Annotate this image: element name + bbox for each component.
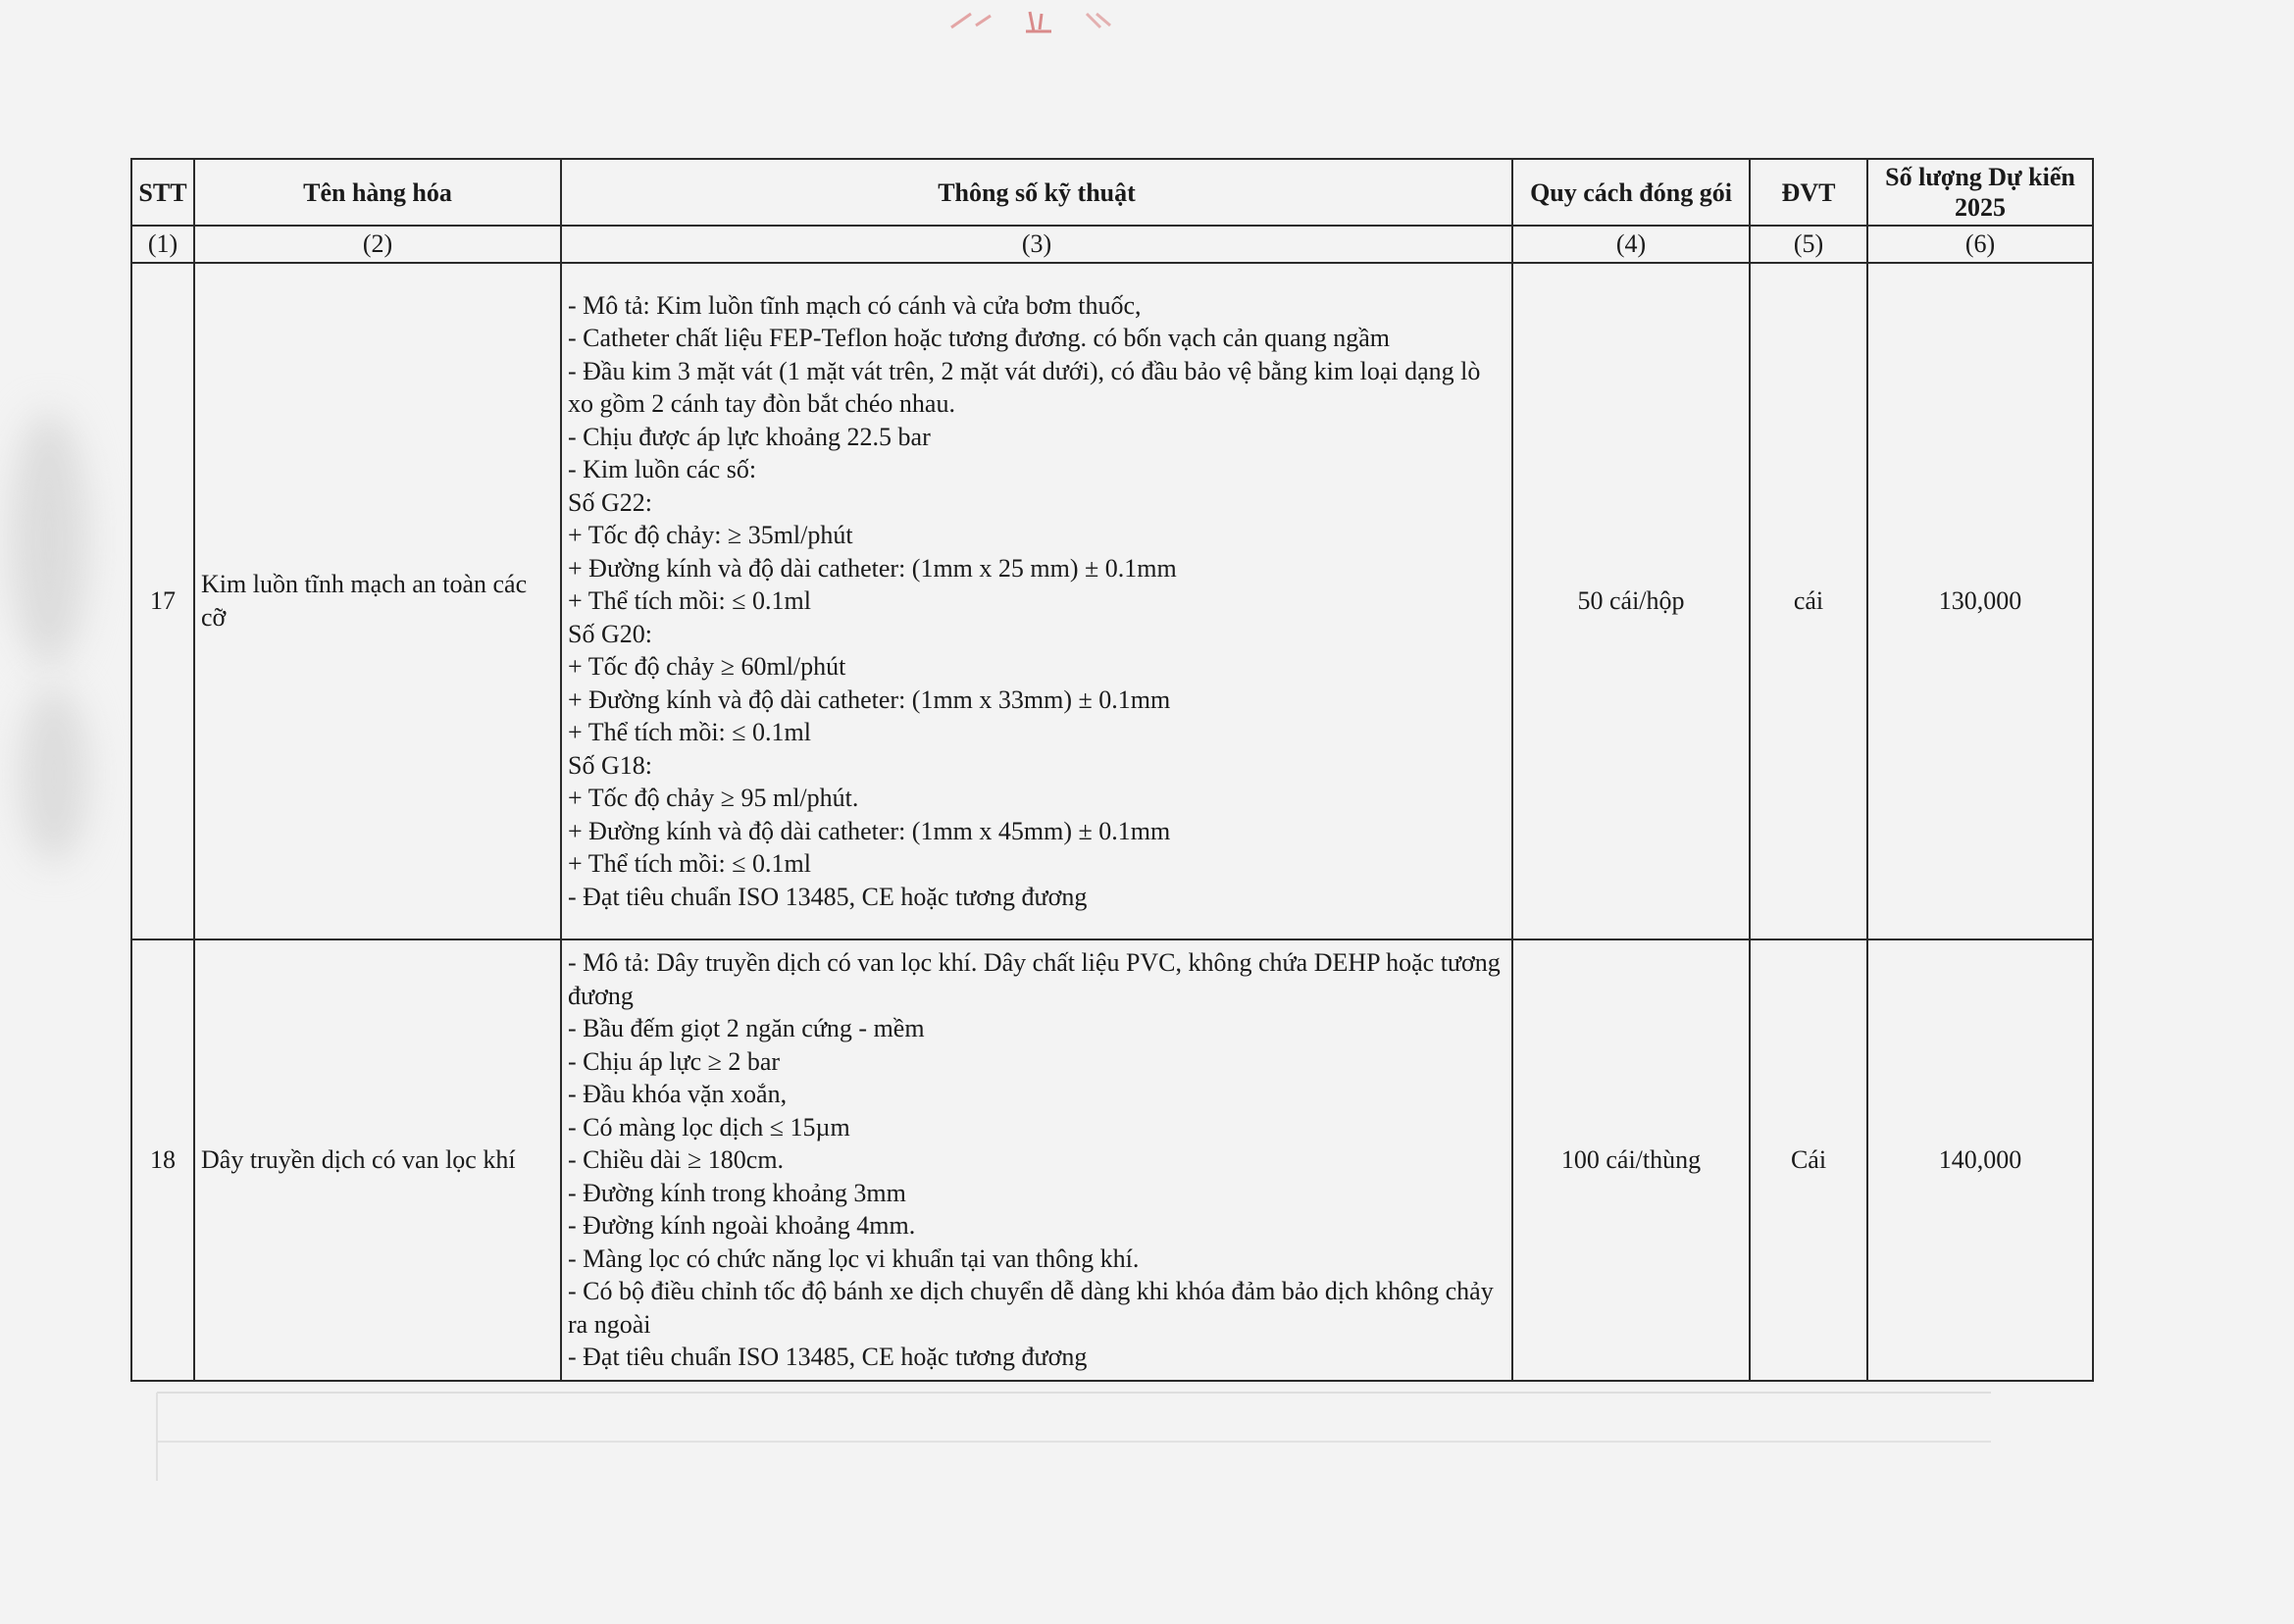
spec-line: + Đường kính và độ dài catheter: (1mm x 45mm) ± 0.1mm xyxy=(568,816,1171,845)
spec-line: - Đầu khóa vặn xoắn, xyxy=(568,1080,788,1109)
spec-line: - Chiều dài ≥ 180cm. xyxy=(568,1145,785,1175)
row-unit: Cái xyxy=(1750,939,1867,1381)
spec-line: - Đạt tiêu chuẩn ISO 13485, CE hoặc tương đương xyxy=(568,1343,1088,1372)
spec-line: - Catheter chất liệu FEP-Teflon hoặc tương đương. có bốn vạch cản quang ngầm xyxy=(568,324,1390,353)
table-row xyxy=(131,263,2093,939)
row-packing: 50 cái/hộp xyxy=(1512,263,1750,939)
spec-line: - Đầu kim 3 mặt vát (1 mặt vát trên, 2 mặt vát dưới), có đầu bảo vệ bằng kim loại dạng lò xo gồm 2 cánh tay đòn bắt chéo nhau. xyxy=(568,356,1481,419)
column-number: (5) xyxy=(1750,226,1867,263)
spec-line: - Kim luồn các số: xyxy=(568,455,757,484)
spec-line: + Tốc độ chảy ≥ 60ml/phút xyxy=(568,652,846,682)
bleed-through-lines xyxy=(147,1373,2011,1491)
column-number-row xyxy=(131,226,2093,263)
spec-line: Số G18: xyxy=(568,750,652,780)
header-packing: Quy cách đóng gói xyxy=(1512,159,1750,226)
header-name: Tên hàng hóa xyxy=(194,159,561,226)
row-qty: 140,000 xyxy=(1867,939,2093,1381)
row-spec xyxy=(561,263,1512,939)
header-qty-line2: 2025 xyxy=(1955,193,2006,222)
header-qty xyxy=(1867,159,2093,226)
row-item-name: Dây truyền dịch có van lọc khí xyxy=(194,939,561,1381)
table-header-row xyxy=(131,159,2093,226)
spec-line: + Đường kính và độ dài catheter: (1mm x 25 mm) ± 0.1mm xyxy=(568,553,1177,583)
spec-line: - Mô tả: Kim luồn tĩnh mạch có cánh và cửa bơm thuốc, xyxy=(568,290,1142,320)
column-number: (3) xyxy=(561,226,1512,263)
header-spec: Thông số kỹ thuật xyxy=(561,159,1512,226)
spec-line: + Thể tích mồi: ≤ 0.1ml xyxy=(568,718,811,747)
column-number: (1) xyxy=(131,226,194,263)
spec-line: + Tốc độ chảy: ≥ 35ml/phút xyxy=(568,521,853,550)
spec-line: - Màng lọc có chức năng lọc vi khuẩn tại van thông khí. xyxy=(568,1243,1140,1273)
spec-line: Số G22: xyxy=(568,487,652,517)
spec-line: - Chịu được áp lực khoảng 22.5 bar xyxy=(568,422,931,451)
spec-line: - Có bộ điều chỉnh tốc độ bánh xe dịch chuyển dễ dàng khi khóa đảm bảo dịch không chảy ra ngoài xyxy=(568,1277,1494,1339)
spec-line: - Chịu áp lực ≥ 2 bar xyxy=(568,1046,781,1076)
column-number: (2) xyxy=(194,226,561,263)
spec-line: + Thể tích mồi: ≤ 0.1ml xyxy=(568,586,811,616)
spec-line: - Mô tả: Dây truyền dịch có van lọc khí. Dây chất liệu PVC, không chứa DEHP hoặc tương đương xyxy=(568,948,1501,1010)
spec-line: + Tốc độ chảy ≥ 95 ml/phút. xyxy=(568,784,859,813)
spec-line: + Đường kính và độ dài catheter: (1mm x 33mm) ± 0.1mm xyxy=(568,685,1171,714)
header-stt: STT xyxy=(131,159,194,226)
row-spec xyxy=(561,939,1512,1381)
spec-line: + Thể tích mồi: ≤ 0.1ml xyxy=(568,849,811,879)
row-stt: 17 xyxy=(131,263,194,939)
stamp-bleed-mark xyxy=(932,6,1128,35)
spec-line: - Đường kính ngoài khoảng 4mm. xyxy=(568,1211,916,1241)
spec-line: Số G20: xyxy=(568,619,652,648)
header-unit: ĐVT xyxy=(1750,159,1867,226)
spec-line: - Đạt tiêu chuẩn ISO 13485, CE hoặc tương đương xyxy=(568,882,1088,911)
spec-line: - Bầu đếm giọt 2 ngăn cứng - mềm xyxy=(568,1014,925,1043)
header-qty-line1: Số lượng Dự kiến xyxy=(1885,163,2075,191)
row-stt: 18 xyxy=(131,939,194,1381)
row-packing: 100 cái/thùng xyxy=(1512,939,1750,1381)
column-number: (6) xyxy=(1867,226,2093,263)
row-item-name: Kim luồn tĩnh mạch an toàn các cỡ xyxy=(194,263,561,939)
goods-spec-table xyxy=(130,158,2094,1382)
row-unit: cái xyxy=(1750,263,1867,939)
spec-line: - Có màng lọc dịch ≤ 15µm xyxy=(568,1112,850,1142)
row-qty: 130,000 xyxy=(1867,263,2093,939)
scan-shadow xyxy=(20,686,88,863)
table-row xyxy=(131,939,2093,1381)
column-number: (4) xyxy=(1512,226,1750,263)
scan-shadow xyxy=(10,412,88,667)
spec-line: - Đường kính trong khoảng 3mm xyxy=(568,1178,906,1207)
